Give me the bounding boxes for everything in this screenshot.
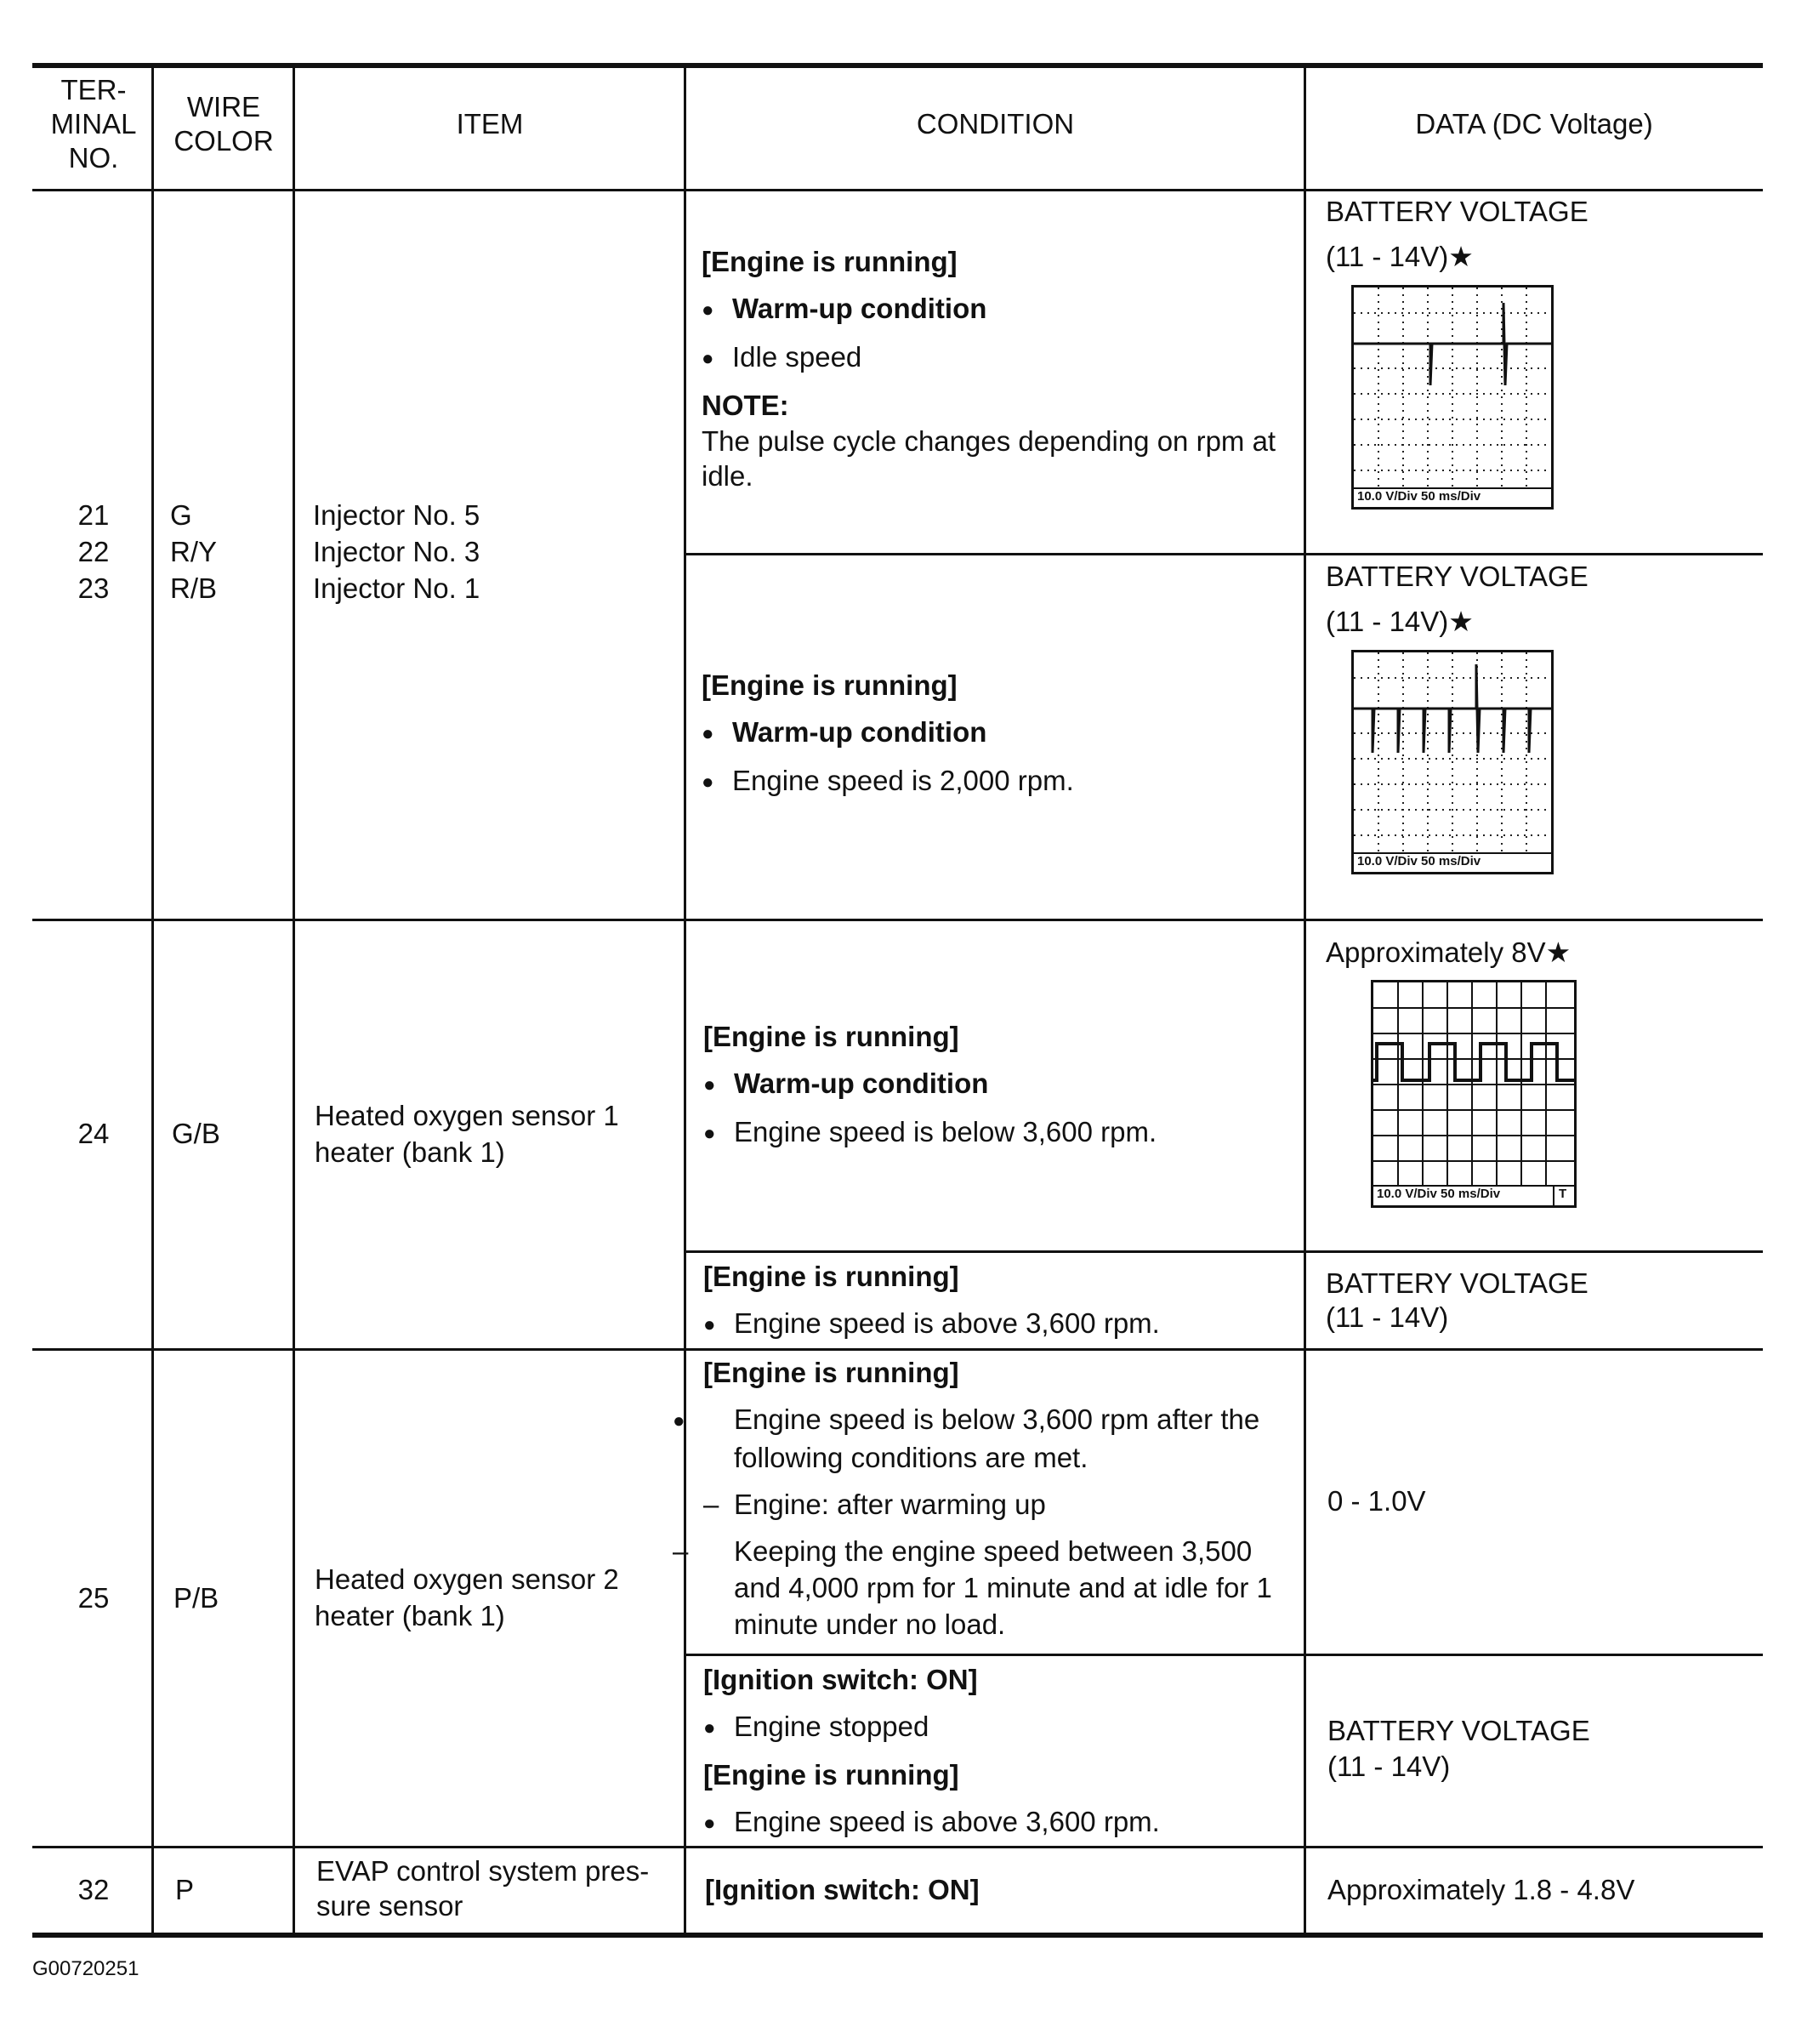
condition-cell xyxy=(703,1661,1299,1852)
terminal-number: 32 xyxy=(77,1874,110,1905)
item-name: Injector No. 5 Injector No. 3 Injector No. 1 xyxy=(313,499,480,604)
item-name: EVAP control system pres- sure sensor xyxy=(316,1855,650,1922)
condition-heading: [Engine is running] xyxy=(703,1357,959,1388)
row-divider xyxy=(684,553,1763,555)
oscilloscope-waveform xyxy=(1371,980,1577,1208)
data-value: Approximately 8V★ xyxy=(1326,937,1572,968)
item-name: Heated oxygen sensor 2 heater (bank 1) xyxy=(315,1563,619,1631)
condition-cell xyxy=(705,1871,1300,1918)
condition-bullet: ● Warm-up condition xyxy=(702,290,1297,328)
condition-bullet: ● Engine speed is above 3,600 rpm. xyxy=(703,1305,1299,1343)
condition-bullet: ● Engine speed is below 3,600 rpm after the following conditions are met. xyxy=(703,1401,1299,1476)
note-text: The pulse cycle changes depending on rpm at idle. xyxy=(702,425,1276,492)
condition-heading: [Engine is running] xyxy=(703,1021,959,1052)
wire-color: G/B xyxy=(172,1118,220,1149)
data-value: (11 - 14V) xyxy=(1327,1751,1451,1782)
waveform-heater xyxy=(1373,982,1574,1205)
column-divider xyxy=(1304,65,1306,1933)
header-wire-color: WIRE COLOR xyxy=(173,91,274,157)
wire-color: P/B xyxy=(173,1582,219,1614)
condition-subitem: – Engine: after warming up xyxy=(703,1486,1299,1523)
waveform-idle xyxy=(1354,288,1551,507)
scope-caption: 10.0 V/Div 50 ms/Div xyxy=(1357,489,1481,504)
header-condition: CONDITION xyxy=(916,108,1075,139)
condition-cell xyxy=(703,1258,1299,1353)
condition-heading: [Engine is running] xyxy=(703,1261,959,1292)
condition-cell xyxy=(702,667,1297,811)
condition-cell xyxy=(702,243,1297,504)
condition-subitem: – Keeping the engine speed between 3,500 and 4,000 rpm for 1 minute and at idle for 1 minute under no load. xyxy=(703,1533,1299,1643)
item-name: Heated oxygen sensor 1 heater (bank 1) xyxy=(315,1100,619,1168)
scope-caption: 10.0 V/Div 50 ms/Div xyxy=(1377,1187,1501,1201)
condition-heading: [Ignition switch: ON] xyxy=(703,1664,978,1695)
terminal-number: 24 xyxy=(77,1118,110,1149)
condition-heading: [Ignition switch: ON] xyxy=(705,1874,980,1905)
data-value: 0 - 1.0V xyxy=(1327,1485,1426,1517)
condition-bullet: ● Warm-up condition xyxy=(703,1065,1299,1103)
condition-bullet: ● Idle speed xyxy=(702,339,1297,377)
column-divider xyxy=(151,65,154,1933)
data-value: BATTERY VOLTAGE xyxy=(1326,1267,1589,1299)
terminal-number: 25 xyxy=(77,1582,110,1614)
header-data: DATA (DC Voltage) xyxy=(1415,108,1653,139)
data-value: Approximately 1.8 - 4.8V xyxy=(1327,1874,1635,1905)
data-value: (11 - 14V) xyxy=(1326,1301,1449,1333)
data-value: BATTERY VOLTAGE xyxy=(1326,196,1589,227)
note-label: NOTE: xyxy=(702,390,789,421)
oscilloscope-waveform xyxy=(1351,285,1554,510)
data-value: BATTERY VOLTAGE xyxy=(1327,1715,1590,1746)
condition-bullet: ● Engine speed is below 3,600 rpm. xyxy=(703,1113,1299,1152)
waveform-2000rpm xyxy=(1354,652,1551,872)
condition-cell xyxy=(703,1354,1299,1653)
terminal-number: 21 22 23 xyxy=(77,499,110,604)
figure-reference-code: G00720251 xyxy=(32,1957,139,1980)
condition-cell xyxy=(703,1018,1299,1162)
scope-caption: 10.0 V/Div 50 ms/Div xyxy=(1357,854,1481,868)
header-item: ITEM xyxy=(456,108,524,139)
condition-heading: [Engine is running] xyxy=(703,1759,959,1791)
data-value: (11 - 14V)★ xyxy=(1326,241,1474,272)
condition-heading: [Engine is running] xyxy=(702,669,958,701)
condition-bullet: ● Engine stopped xyxy=(703,1708,1299,1746)
row-divider xyxy=(684,1654,1763,1656)
column-divider xyxy=(684,65,686,1933)
condition-bullet: ● Warm-up condition xyxy=(702,714,1297,752)
scope-trigger-label: T xyxy=(1559,1187,1567,1201)
data-value: BATTERY VOLTAGE xyxy=(1326,561,1589,592)
condition-heading: [Engine is running] xyxy=(702,246,958,277)
oscilloscope-waveform xyxy=(1351,650,1554,874)
wire-color: P xyxy=(175,1874,195,1905)
data-value: (11 - 14V)★ xyxy=(1326,606,1474,637)
header-terminal: TER- MINAL NO. xyxy=(50,74,137,174)
condition-bullet: ● Engine speed is above 3,600 rpm. xyxy=(703,1803,1299,1842)
column-divider xyxy=(293,65,295,1933)
condition-bullet: ● Engine speed is 2,000 rpm. xyxy=(702,762,1297,800)
row-divider xyxy=(684,1250,1763,1253)
wire-color: G R/Y R/B xyxy=(170,499,218,604)
